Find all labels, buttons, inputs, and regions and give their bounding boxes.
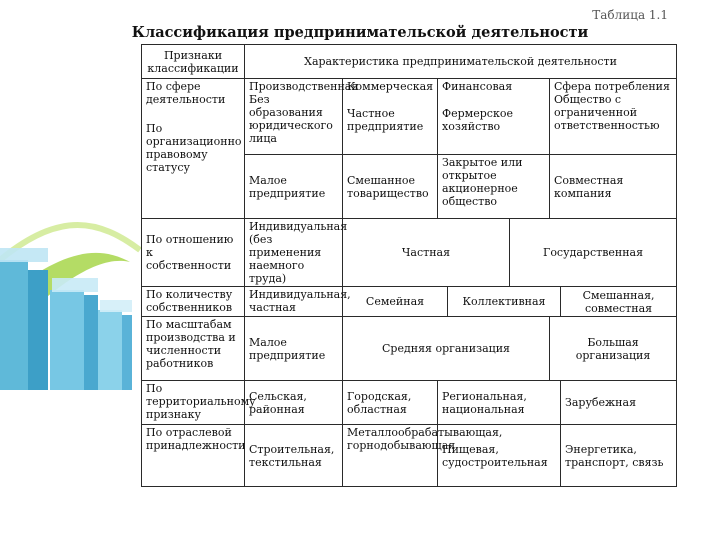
- cell-value: Частная: [343, 219, 510, 287]
- cell-value: Смешанная, совместная: [561, 287, 677, 317]
- table-row: [142, 219, 677, 287]
- cell-value: Городская, областная: [343, 381, 438, 425]
- cell-value: Общество с ограниченной ответственностью: [554, 93, 660, 132]
- criterion-territory: По территориальному признаку: [142, 381, 245, 425]
- cell-value: Производственная: [249, 80, 359, 93]
- cell-value: Энергетика, транспорт, связь: [561, 425, 677, 487]
- cell-value: Металлообрабатывающая, горнодобывающая: [343, 425, 438, 487]
- cell-value: Коммерческая: [347, 80, 434, 93]
- cell-value: Пищевая, судостроительная: [438, 425, 561, 487]
- criterion-sphere: По сфере деятельности: [146, 80, 226, 106]
- criterion-industry: По отраслевой принадлежности: [142, 425, 245, 487]
- cell-value: Малое предприятие: [245, 155, 343, 219]
- header-criteria: Признаки классификации: [142, 45, 245, 79]
- cell-value: Смешанное товарищество: [343, 155, 438, 219]
- cell-value: Частное предприятие: [347, 107, 424, 133]
- table-row: [142, 287, 677, 317]
- cell-value: Государственная: [510, 219, 677, 287]
- table-header-row: [142, 45, 677, 79]
- header-characteristics: Характеристика предпринимательской деятельности: [245, 45, 677, 79]
- bar-chart-decoration: [0, 150, 150, 390]
- cell-value: Финансовая: [442, 80, 513, 93]
- cell-value: Зарубежная: [561, 381, 677, 425]
- cell-value: Сфера потребления: [554, 80, 670, 93]
- cell-value: Сельская, районная: [245, 381, 343, 425]
- cell-value: Закрытое или открытое акционерное общество: [438, 155, 550, 219]
- cell-consumer-sphere: [550, 79, 677, 155]
- cell-financial: [438, 79, 550, 155]
- cell-value: Индивидуальная (без применения наемного труда): [245, 219, 343, 287]
- cell-value: Строительная, текстильная: [245, 425, 343, 487]
- cell-production: [245, 79, 359, 155]
- cell-value: Большая организация: [550, 317, 677, 381]
- criterion-owners-count: По количеству собственников: [142, 287, 245, 317]
- cell-value: Малое предприятие: [245, 317, 343, 381]
- cell-value: Средняя организация: [343, 317, 550, 381]
- criterion-sphere-legal: [142, 79, 245, 219]
- cell-value: Региональная, национальная: [438, 381, 561, 425]
- cell-value: Коллективная: [448, 287, 561, 317]
- cell-value: Семейная: [343, 287, 448, 317]
- cell-value: Совместная компания: [550, 155, 677, 219]
- cell-value: Индивидуальная, частная: [245, 287, 343, 317]
- table-row: [142, 317, 677, 381]
- criterion-scale: По масштабам производства и численности работников: [142, 317, 245, 381]
- classification-table: [141, 44, 677, 487]
- page-title: Классификация предпринимательской деятельности: [131, 24, 589, 41]
- criterion-legal-status: По организационно правовому статусу: [146, 122, 242, 174]
- cell-value: Фермерское хозяйство: [442, 107, 513, 133]
- criterion-ownership: По отношению к собственности: [142, 219, 245, 287]
- table-row: [142, 79, 677, 155]
- cell-value: Без образования юридического лица: [249, 93, 333, 145]
- table-row: [142, 381, 677, 425]
- table-row: [142, 425, 677, 487]
- cell-commercial: [343, 79, 438, 155]
- table-number-label: Таблица 1.1: [592, 8, 668, 22]
